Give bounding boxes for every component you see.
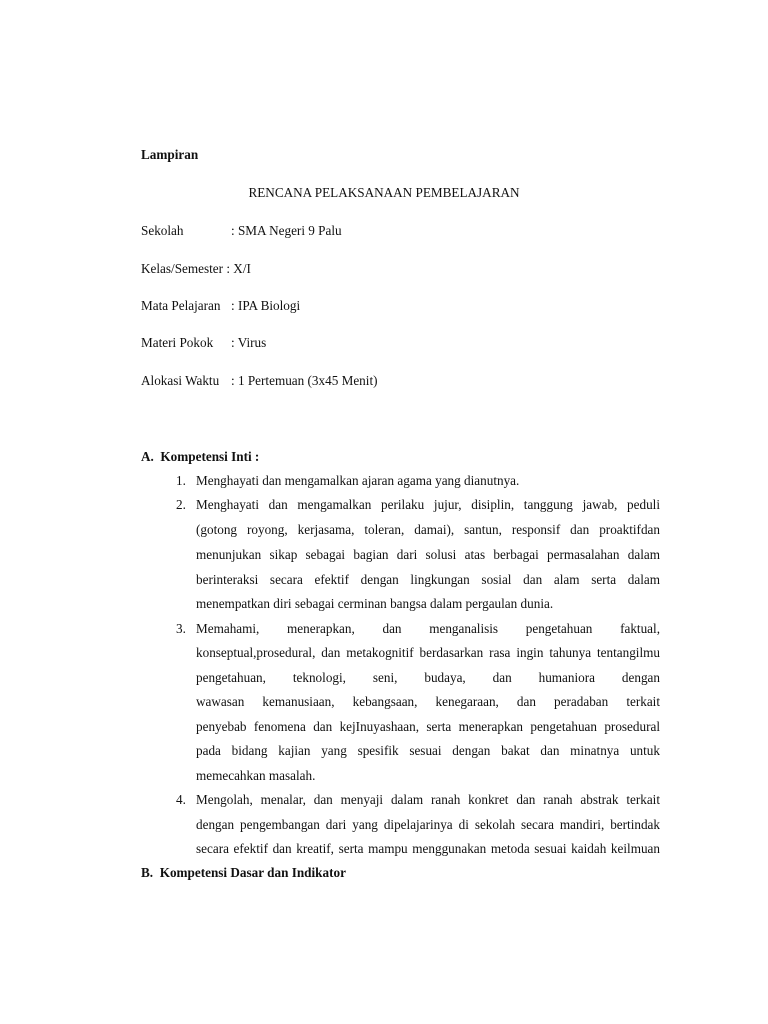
list-item-line: menunjukan sikap sebagai bagian dari solusi atas berbagai permasalahan dalam — [196, 547, 660, 562]
info-label: Materi Pokok — [141, 335, 214, 350]
heading-lampiran: Lampiran — [141, 147, 199, 162]
info-row-alokasi-waktu — [141, 373, 378, 389]
list-item-line: Memahami, menerapkan, dan menganalisis pengetahuan faktual, — [196, 621, 660, 636]
list-item-line: konseptual,prosedural, dan metakognitif berdasarkan rasa ingin tahunya tentangilmu — [196, 645, 660, 660]
section-a-heading — [141, 449, 259, 465]
list-item-line: wawasan kemanusiaan, kebangsaan, kenegaraan, dan peradaban terkait — [196, 694, 660, 709]
info-value: : IPA Biologi — [231, 298, 301, 313]
info-value: : X/I — [223, 261, 251, 276]
list-item-line: Menghayati dan mengamalkan perilaku jujur, disiplin, tanggung jawab, peduli — [196, 497, 660, 512]
list-item-line: pada bidang kajian yang spesifik sesuai dengan bakat dan minatnya untuk — [196, 743, 660, 758]
list-item-line: Menghayati dan mengamalkan ajaran agama yang dianutnya. — [196, 473, 520, 488]
info-value: : Virus — [231, 335, 267, 350]
list-item-line: berinteraksi secara efektif dengan lingkungan sosial dan alam serta dalam — [196, 572, 660, 587]
info-label: Sekolah — [141, 223, 184, 238]
section-b-heading — [141, 865, 346, 881]
info-value: : SMA Negeri 9 Palu — [231, 223, 342, 238]
list-item-number: 1. — [176, 473, 186, 488]
info-label: Mata Pelajaran — [141, 298, 221, 313]
info-label: Kelas/Semester — [141, 261, 224, 276]
list-item-line: menempatkan diri sebagai cerminan bangsa dalam pergaulan dunia. — [196, 596, 554, 611]
list-item-line: Mengolah, menalar, dan menyaji dalam ranah konkret dan ranah abstrak terkait — [196, 792, 660, 807]
info-row-kelas — [141, 261, 251, 277]
list-item-line: memecahkan masalah. — [196, 768, 316, 783]
section-title: Kompetensi Dasar dan Indikator — [159, 865, 346, 880]
list-item-number: 2. — [176, 497, 186, 512]
section-letter: A. — [141, 449, 154, 464]
info-row-materi-pokok — [141, 335, 266, 351]
list-item-line: (gotong royong, kerjasama, toleran, damai), santun, responsif dan proaktifdan — [196, 522, 660, 537]
list-item-line: pengetahuan, teknologi, seni, budaya, dan humaniora dengan — [196, 670, 660, 685]
section-title: Kompetensi Inti : — [160, 449, 260, 464]
info-value: : 1 Pertemuan (3x45 Menit) — [231, 373, 378, 388]
list-item-line: secara efektif dan kreatif, serta mampu menggunakan metoda sesuai kaidah keilmuan — [196, 841, 660, 856]
list-item-number: 4. — [176, 792, 186, 807]
list-item-number: 3. — [176, 621, 186, 636]
document-title: RENCANA PELAKSANAAN PEMBELAJARAN — [248, 185, 520, 200]
info-row-mata-pelajaran — [141, 298, 300, 314]
list-item-line: dengan pengembangan dari yang dipelajarinya di sekolah secara mandiri, bertindak — [196, 817, 660, 832]
section-letter: B. — [141, 865, 154, 880]
list-item-line: penyebab fenomena dan kejInuyashaan, serta menerapkan pengetahuan prosedural — [196, 719, 660, 734]
info-label: Alokasi Waktu — [141, 373, 220, 388]
info-row-sekolah — [141, 223, 342, 239]
